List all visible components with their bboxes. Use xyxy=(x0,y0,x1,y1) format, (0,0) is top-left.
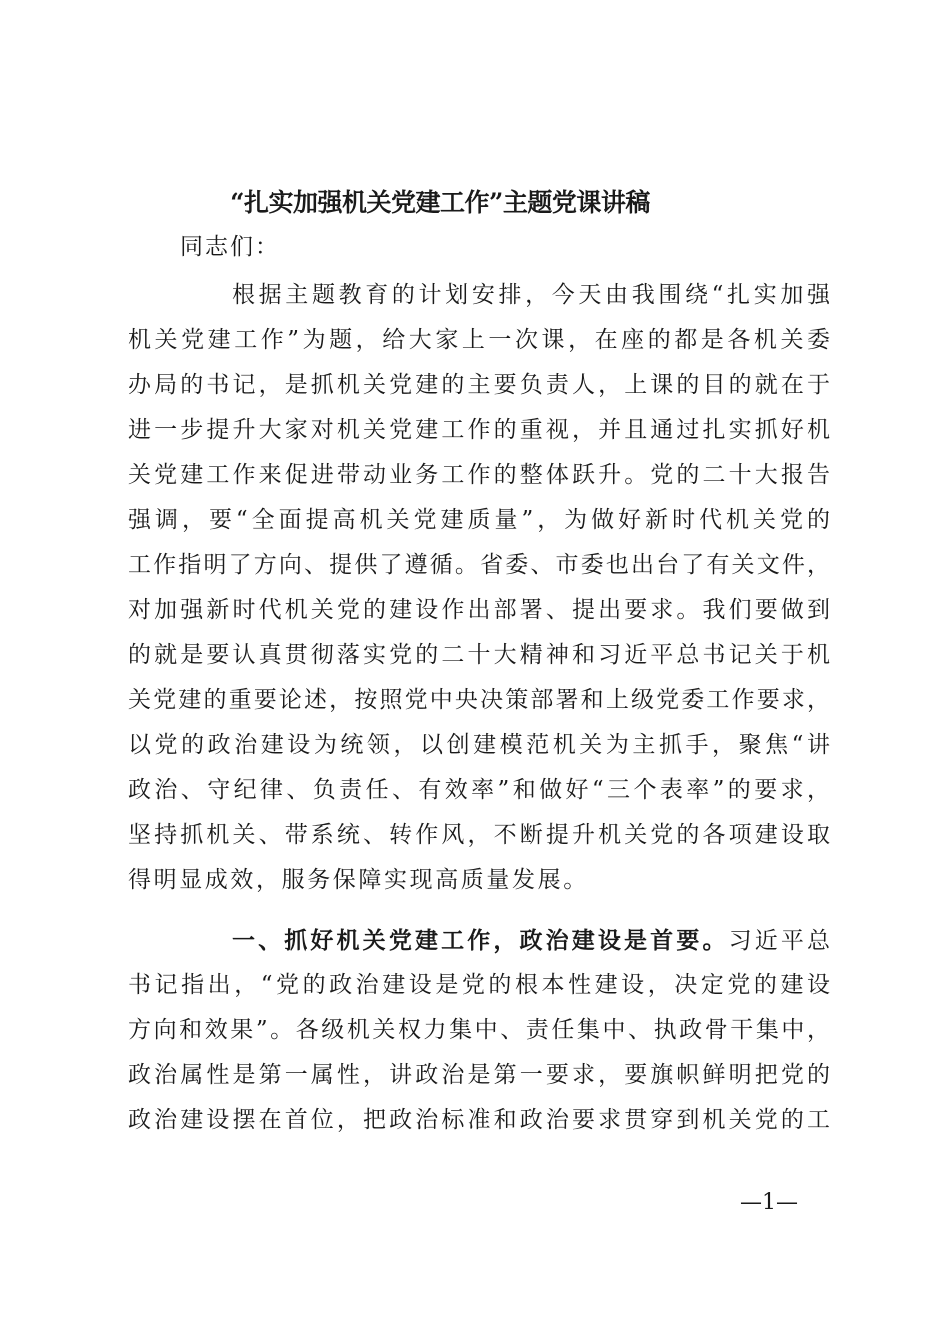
text-line: 政治建设摆在首位，把政治标准和政治要求贯穿到机关党的工 xyxy=(128,1107,830,1133)
document-title: “扎实加强机关党建工作”主题党课讲稿 xyxy=(230,188,650,217)
text-line: 政治、守纪律、负责任、有效率”和做好“三个表率”的要求， xyxy=(128,777,830,803)
text-line: 以党的政治建设为统领，以创建模范机关为主抓手，聚焦“讲 xyxy=(128,732,830,758)
text-line xyxy=(128,918,830,963)
page-number: —1— xyxy=(740,1190,798,1215)
text-line: 得明显成效，服务保障实现高质量发展。 xyxy=(128,867,589,893)
text-line: 的就是要认真贯彻落实党的二十大精神和习近平总书记关于机 xyxy=(128,642,830,668)
text-line: 根据主题教育的计划安排，今天由我围绕“扎实加强 xyxy=(232,282,830,308)
text-line: 进一步提升大家对机关党建工作的重视，并且通过扎实抓好机 xyxy=(128,417,830,443)
salutation: 同志们： xyxy=(180,234,280,260)
text-run: 习近平总 xyxy=(728,928,831,954)
paragraph-intro xyxy=(128,273,830,903)
text-line: 坚持抓机关、带系统、转作风，不断提升机关党的各项建设取 xyxy=(128,822,830,848)
paragraph-section-1 xyxy=(128,918,830,1143)
text-line: 书记指出，“党的政治建设是党的根本性建设，决定党的建设 xyxy=(128,972,830,998)
section-heading: 一、抓好机关党建工作，政治建设是首要。 xyxy=(232,927,729,954)
text-line: 办局的书记，是抓机关党建的主要负责人，上课的目的就在于 xyxy=(128,372,830,398)
text-line: 对加强新时代机关党的建设作出部署、提出要求。我们要做到 xyxy=(128,597,830,623)
text-line: 方向和效果”。各级机关权力集中、责任集中、执政骨干集中， xyxy=(128,1017,830,1043)
text-line: 强调，要“全面提高机关党建质量”，为做好新时代机关党的 xyxy=(128,507,830,533)
text-line: 工作指明了方向、提供了遵循。省委、市委也出台了有关文件， xyxy=(128,552,830,578)
text-line: 关党建的重要论述，按照党中央决策部署和上级党委工作要求， xyxy=(128,687,830,713)
text-line: 关党建工作来促进带动业务工作的整体跃升。党的二十大报告 xyxy=(128,462,830,488)
text-line: 政治属性是第一属性，讲政治是第一要求，要旗帜鲜明把党的 xyxy=(128,1062,830,1088)
text-line: 机关党建工作”为题，给大家上一次课，在座的都是各机关委 xyxy=(128,327,830,353)
